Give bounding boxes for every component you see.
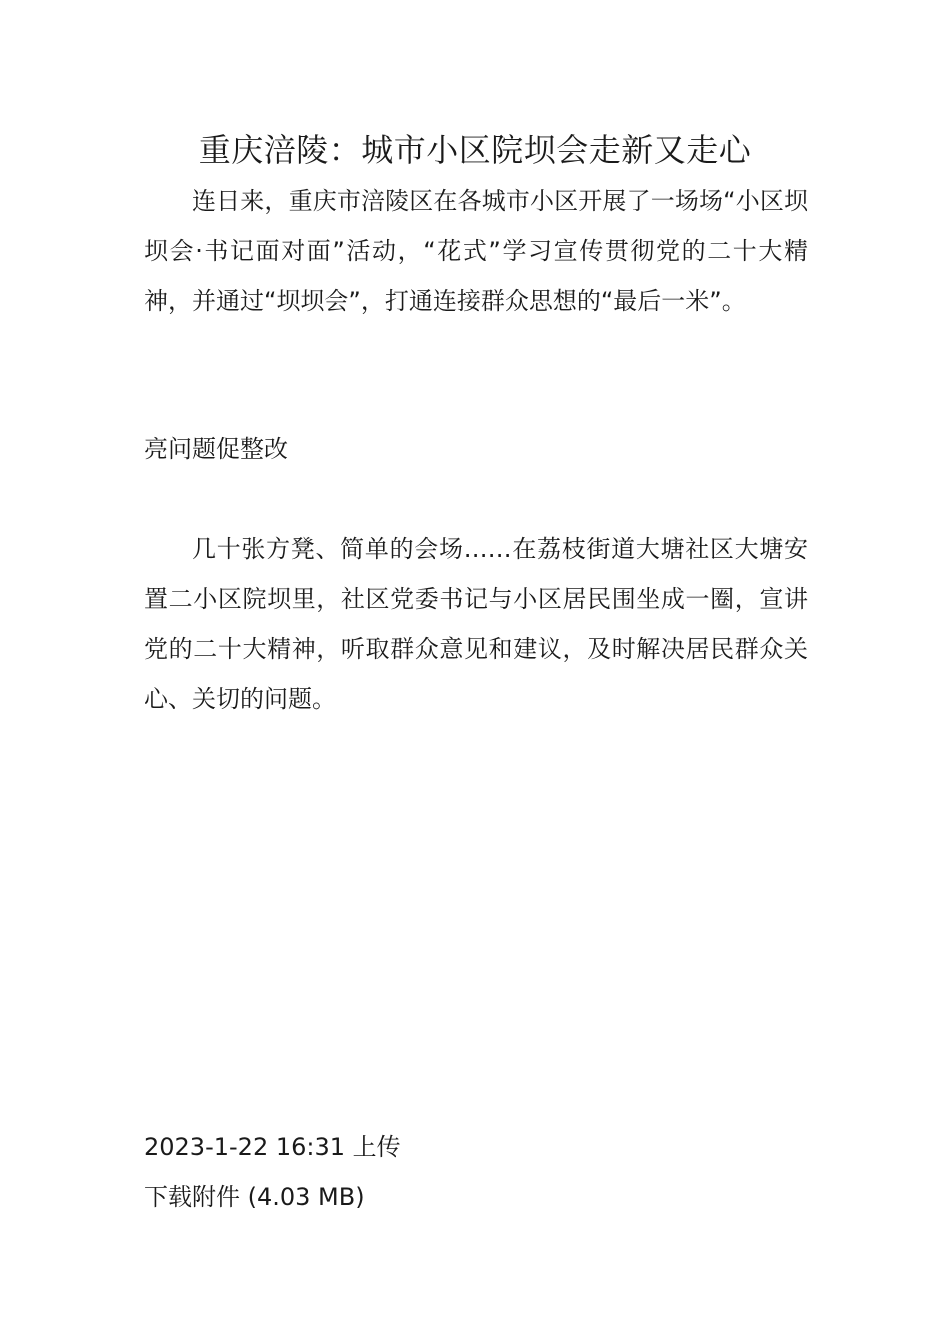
- body-paragraph: 几十张方凳、简单的会场……在荔枝街道大塘社区大塘安置二小区院坝里，社区党委书记与小区居民围坐成一圈，宣讲党的二十大精神，听取群众意见和建议，及时解决居民群众关心、关切的问题。: [144, 535, 808, 713]
- upload-timestamp: 2023-1-22 16:31 上传: [144, 1133, 401, 1161]
- intro-paragraph: 连日来，重庆市涪陵区在各城市小区开展了一场场“小区坝坝会·书记面对面”活动，“花式”学习宣传贯彻党的二十大精神，并通过“坝坝会”，打通连接群众思想的“最后一米”。: [144, 187, 808, 315]
- article-title: 重庆涪陵：城市小区院坝会走新又走心: [198, 131, 752, 169]
- download-attachment-link[interactable]: 下载附件 (4.03 MB): [144, 1183, 365, 1211]
- section-heading: 亮问题促整改: [144, 435, 288, 463]
- download-attachment: [144, 1172, 365, 1222]
